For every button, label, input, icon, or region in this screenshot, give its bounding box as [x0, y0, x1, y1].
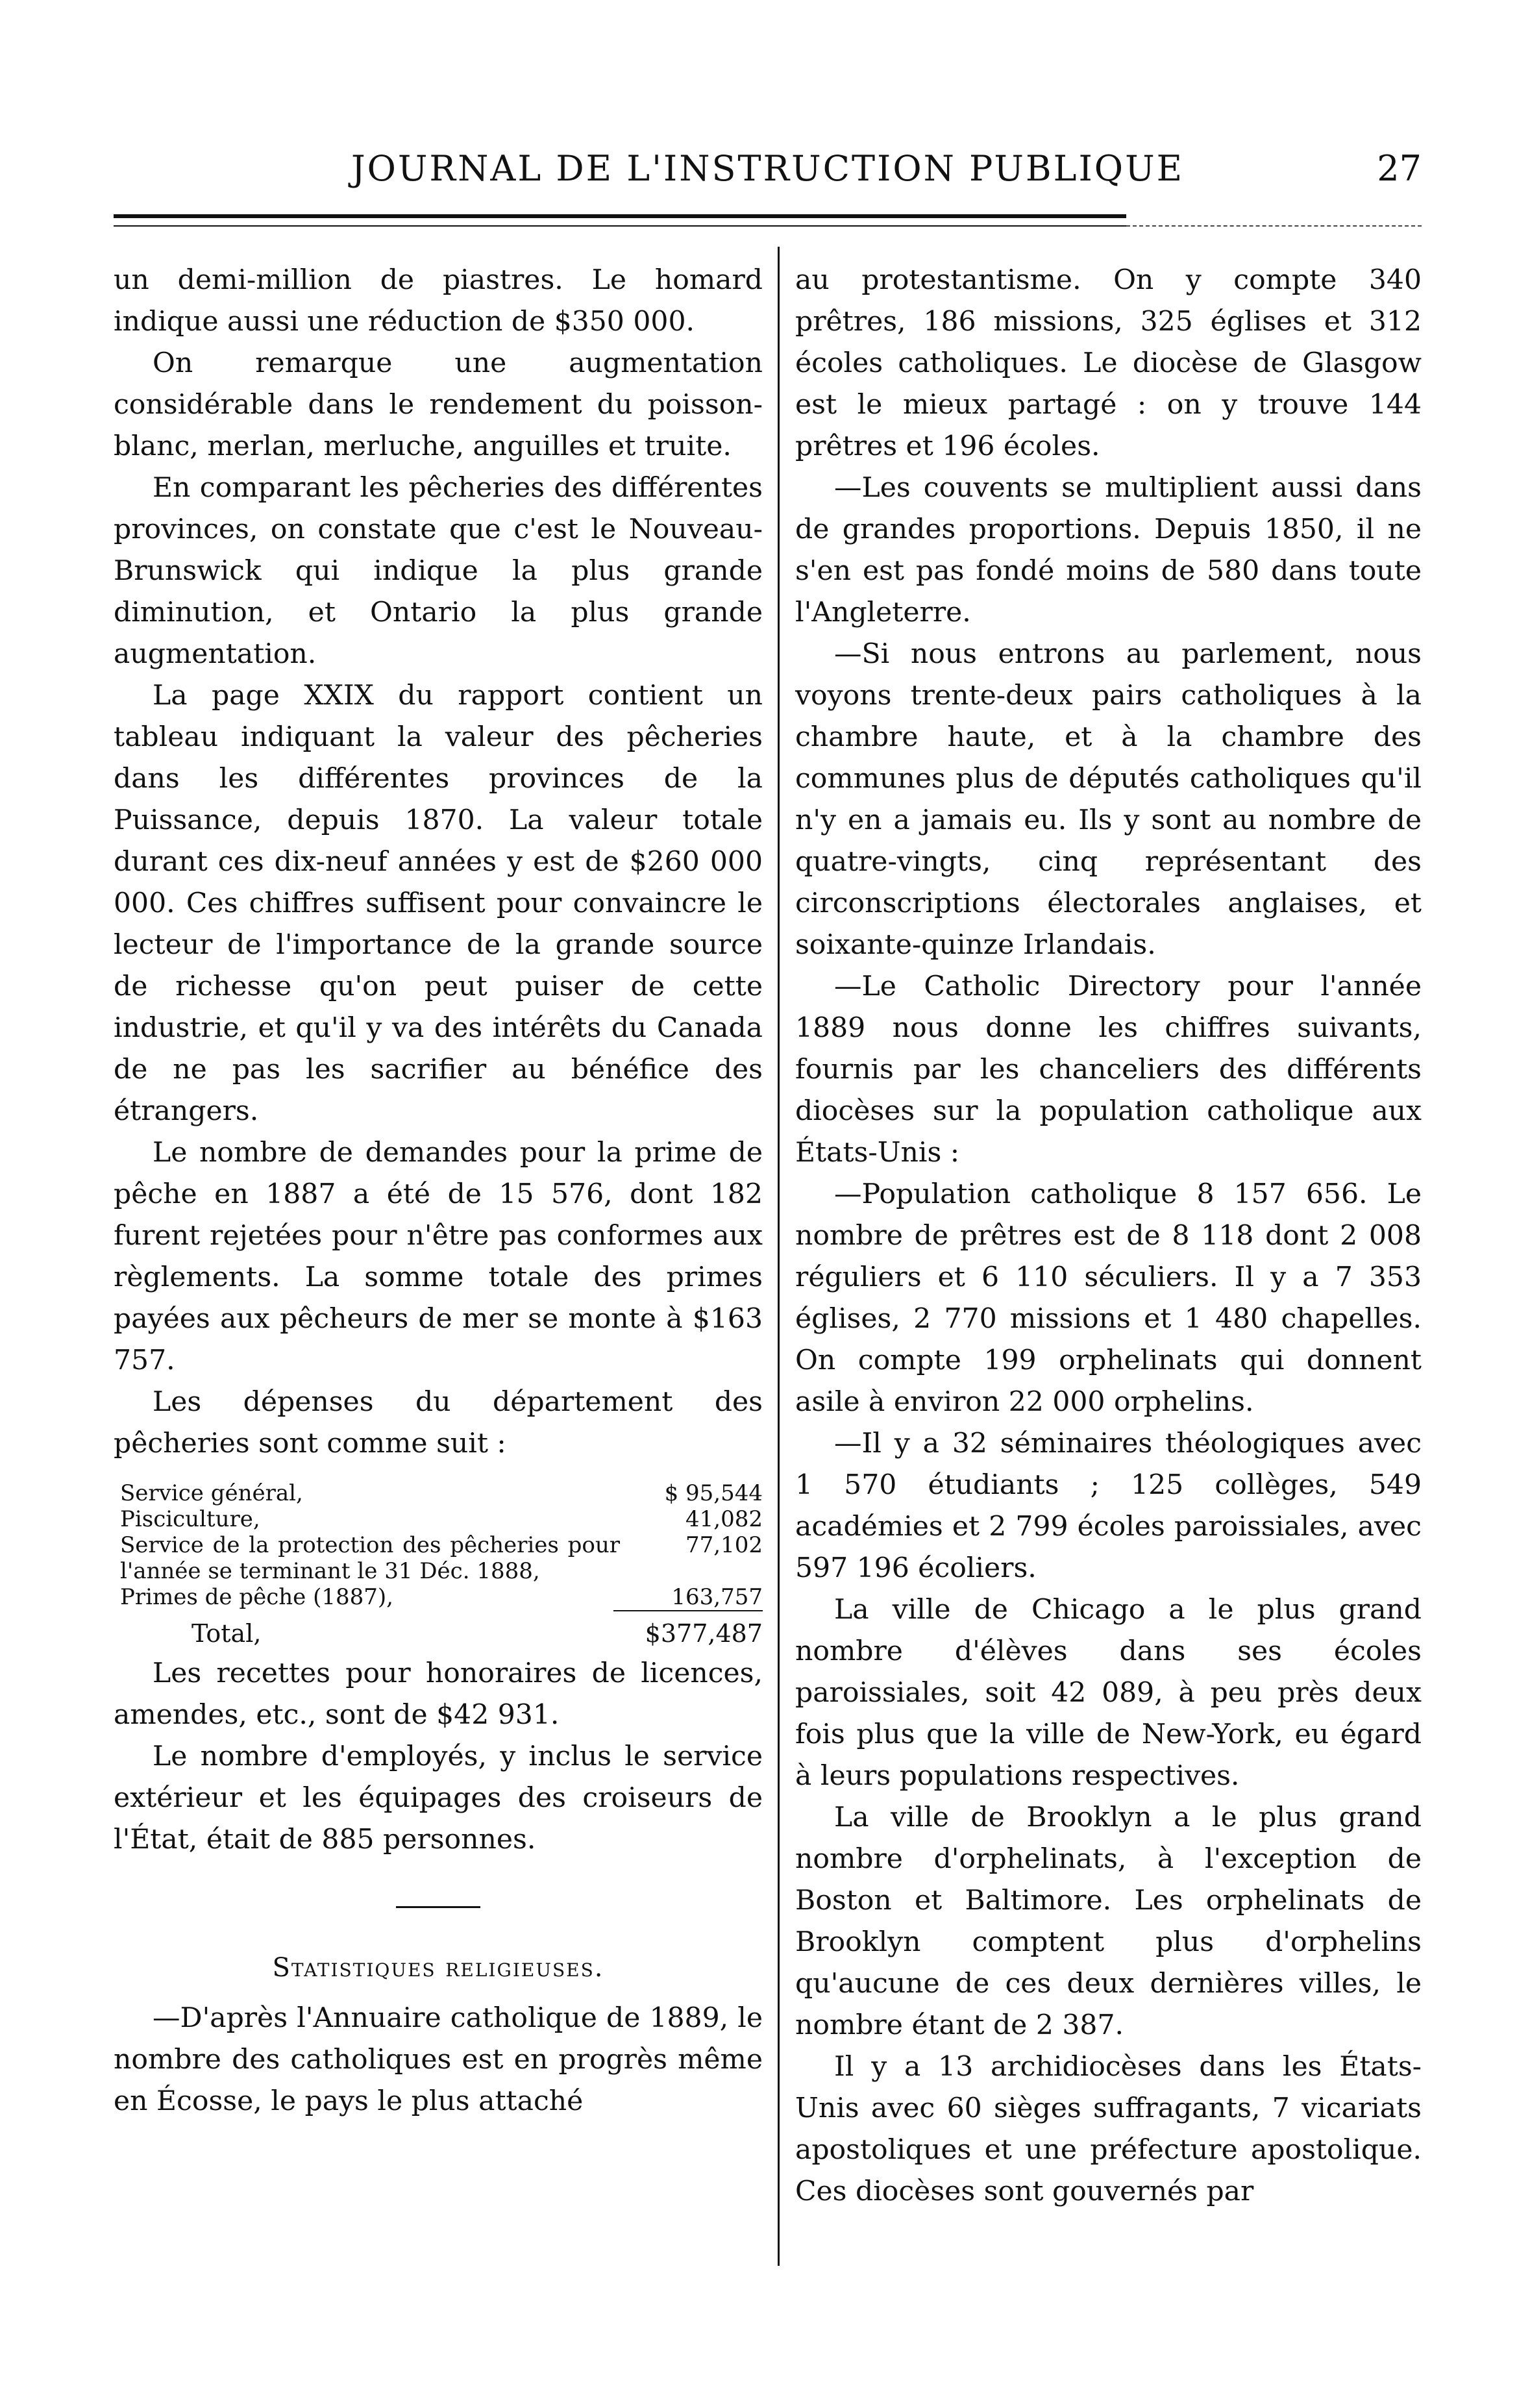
expense-row — [114, 1584, 763, 1610]
total-rule — [613, 1610, 763, 1611]
paragraph: Il y a 13 archidiocèses dans les États-Unis avec 60 sièges suffragants, 7 vicariats apostoliques et une préfecture apostolique. Ces diocèses sont gouvernés par — [795, 2051, 1422, 2207]
paragraph: Les dépenses du département des pêcheries sont comme suit : — [114, 1386, 763, 1459]
column-divider — [778, 247, 780, 2266]
expense-row — [114, 1480, 763, 1506]
paragraph: En comparant les pêcheries des différentes provinces, on constate que c'est le Nouveau-Brunswick qui indique la plus grande diminution, et Ontario la plus grande augmentation. — [114, 472, 763, 670]
expense-label: Service général, — [120, 1480, 303, 1506]
expense-amount: 41,082 — [685, 1506, 763, 1532]
total-label: Total, — [191, 1619, 262, 1648]
paragraph: un demi-million de piastres. Le homard indique aussi une réduction de $350 000. — [114, 264, 763, 338]
total-amount: $377,487 — [645, 1619, 763, 1648]
expense-total-row — [114, 1620, 763, 1646]
expense-row — [114, 1506, 763, 1532]
expense-amount: 163,757 — [671, 1584, 763, 1610]
paragraph: —Il y a 32 séminaires théologiques avec 1 570 étudiants ; 125 collèges, 549 académies et 2 799 écoles paroissiales, avec 597 196 écoliers. — [795, 1428, 1422, 1584]
expense-label: Pisciculture, — [120, 1506, 260, 1532]
header-rule-dashed — [1126, 225, 1422, 227]
expense-table — [114, 1480, 763, 1646]
section-separator — [396, 1906, 480, 1908]
page-number: 27 — [1377, 148, 1422, 189]
paragraph: Les recettes pour honoraires de licences, amendes, etc., sont de $42 931. — [114, 1657, 763, 1731]
running-title: JOURNAL DE L'INSTRUCTION PUBLIQUE — [351, 148, 1185, 189]
right-column — [795, 260, 1422, 2213]
expense-row — [114, 1532, 763, 1584]
paragraph: La ville de Brooklyn a le plus grand nombre d'orphelinats, à l'exception de Boston et Baltimore. Les orphelinats de Brooklyn comptent plus d'orphelins qu'aucune de ces deux dernières villes, le nombre étant de 2 387. — [795, 1802, 1422, 2041]
expense-label: Primes de pêche (1887), — [120, 1584, 393, 1610]
paragraph: au protestantisme. On y compte 340 prêtres, 186 missions, 325 églises et 312 écoles catholiques. Le diocèse de Glasgow est le mieux partagé : on y trouve 144 prêtres et 196 écoles. — [795, 264, 1422, 462]
paragraph: La page XXIX du rapport contient un tableau indiquant la valeur des pêcheries dans les différentes provinces de la Puissance, depuis 1870. La valeur totale durant ces dix-neuf années y est de $260 000 000. Ces chiffres suffisent pour convaincre le lecteur de l'importance de la grande source de richesse qu'on peut puiser de cette industrie, et qu'il y va des intérêts du Canada de ne pas les sacrifier au bénéfice des étrangers. — [114, 680, 763, 1127]
paragraph: —Le Catholic Directory pour l'année 1889 nous donne les chiffres suivants, fournis par les chanceliers des différents diocèses sur la population catholique aux États-Unis : — [795, 971, 1422, 1169]
paragraph: La ville de Chicago a le plus grand nombre d'élèves dans ses écoles paroissiales, soit 42 089, à peu près deux fois plus que la ville de New-York, eu égard à leurs populations respectives. — [795, 1594, 1422, 1792]
page-header — [114, 148, 1422, 200]
expense-amount: 77,102 — [685, 1532, 763, 1558]
header-rule-thin — [114, 225, 1126, 227]
paragraph: —D'après l'Annuaire catholique de 1889, le nombre des catholiques est en progrès même en Écosse, le pays le plus attaché — [114, 2002, 763, 2117]
paragraph: On remarque une augmentation considérable dans le rendement du poisson-blanc, merlan, merluche, anguilles et truite. — [114, 347, 763, 462]
expense-amount: $ 95,544 — [664, 1480, 763, 1506]
paragraph: —Les couvents se multiplient aussi dans de grandes proportions. Depuis 1850, il ne s'en est pas fondé moins de 580 dans toute l'Angleterre. — [795, 472, 1422, 628]
left-column — [114, 260, 763, 2122]
section-title: Statistiques religieuses. — [272, 1953, 604, 1983]
header-rule-thick — [114, 214, 1126, 218]
paragraph: Le nombre de demandes pour la prime de pêche en 1887 a été de 15 576, dont 182 furent rejetées pour n'être pas conformes aux règlements. La somme totale des primes payées aux pêcheurs de mer se monte à $163 757. — [114, 1137, 763, 1376]
paragraph: —Population catholique 8 157 656. Le nombre de prêtres est de 8 118 dont 2 008 réguliers et 6 110 séculiers. Il y a 7 353 églises, 2 770 missions et 1 480 chapelles. On compte 199 orphelinats qui donnent asile à environ 22 000 orphelins. — [795, 1178, 1422, 1418]
expense-label: Service de la protection des pêcheries pour l'année se terminant le 31 Déc. 1888, — [120, 1532, 620, 1584]
paragraph: —Si nous entrons au parlement, nous voyons trente-deux pairs catholiques à la chambre haute, et à la chambre des communes plus de députés catholiques qu'il n'y en a jamais eu. Ils y sont au nombre de quatre-vingts, cinq représentant des circonscriptions électorales anglaises, et soixante-quinze Irlandais. — [795, 638, 1422, 961]
paragraph: Le nombre d'employés, y inclus le service extérieur et les équipages des croiseurs de l'État, était de 885 personnes. — [114, 1741, 763, 1856]
